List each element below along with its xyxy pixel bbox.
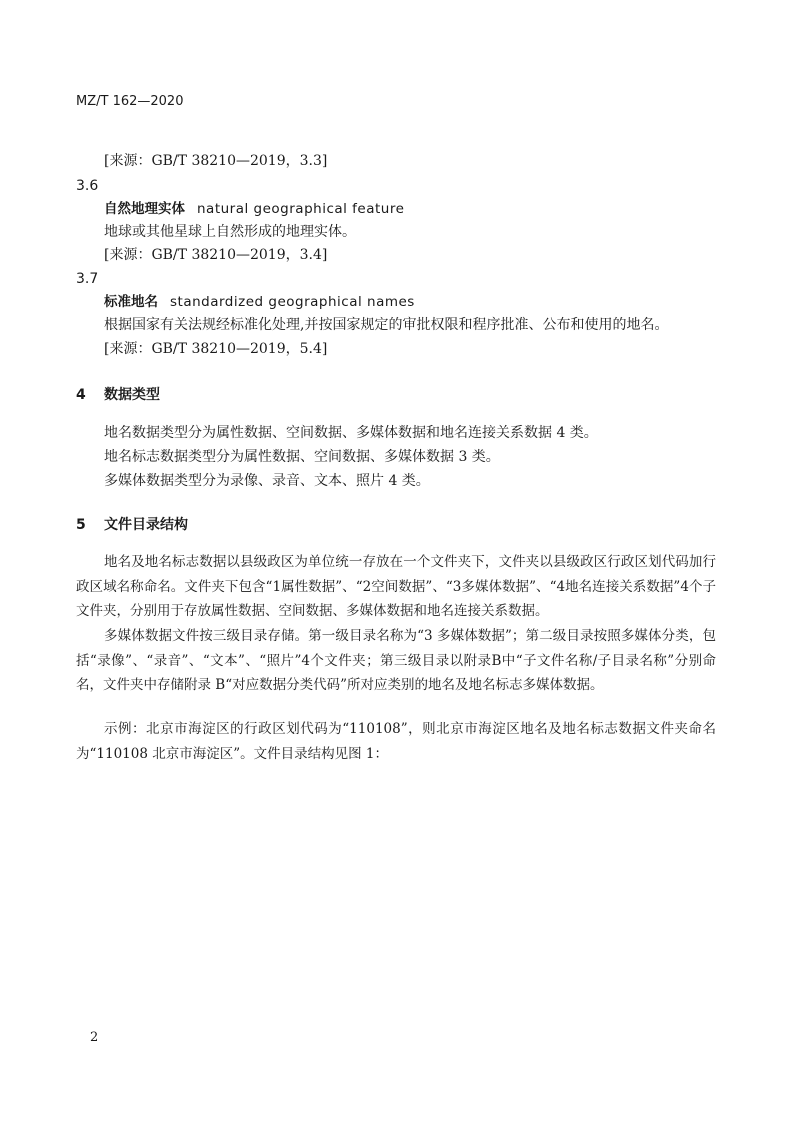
term-number: 3.6 [76, 178, 99, 194]
source-reference: [来源：GB/T 38210—2019，3.3] [104, 153, 328, 169]
term-english: standardized geographical names [170, 294, 415, 310]
term-number: 3.7 [76, 271, 99, 287]
term-heading [104, 198, 404, 220]
section-number: 5 [76, 517, 86, 533]
section-title: 数据类型 [104, 387, 160, 403]
term-chinese: 自然地理实体 [104, 201, 185, 217]
section-number: 4 [76, 387, 86, 403]
body-line: 地名数据类型分为属性数据、空间数据、多媒体数据和地名连接关系数据 4 类。 [104, 425, 598, 441]
section-heading [76, 514, 188, 536]
section-heading [76, 384, 160, 406]
body-paragraph: 地名及地名标志数据以县级政区为单位统一存放在一个文件夹下，文件夹以县级政区行政区划代码加行政区域名称命名。文件夹下包含“1属性数据”、“2空间数据”、“3多媒体数据”、“4地名连接关系数据”4个子文件夹，分别用于存放属性数据、空间数据、多媒体数据和地名连接关系数据。 [76, 554, 716, 620]
source-reference: [来源：GB/T 38210—2019，5.4] [104, 341, 328, 357]
section-title: 文件目录结构 [104, 517, 188, 533]
body-paragraph: 多媒体数据文件按三级目录存储。第一级目录名称为“3 多媒体数据”；第二级目录按照多媒体分类，包括“录像”、“录音”、“文本”、“照片”4个文件夹；第三级目录以附录B中“子文件名称/子目录名称”分别命名，文件夹中存储附录 B“对应数据分类代码”所对应类别的地名及地名标志多媒体数据。 [76, 628, 716, 694]
term-english: natural geographical feature [197, 201, 405, 217]
body-paragraph: 示例：北京市海淀区的行政区划代码为“110108”，则北京市海淀区地名及地名标志数据文件夹命名为“110108 北京市海淀区”。文件目录结构见图 1： [76, 721, 716, 762]
standard-code-header: MZ/T 162—2020 [76, 94, 184, 109]
term-definition: 地球或其他星球上自然形成的地理实体。 [104, 224, 356, 240]
term-definition: 根据国家有关法规经标准化处理,并按国家规定的审批权限和程序批准、公布和使用的地名。 [104, 317, 669, 333]
page-number: 2 [90, 1030, 99, 1045]
body-line: 地名标志数据类型分为属性数据、空间数据、多媒体数据 3 类。 [104, 449, 500, 465]
term-chinese: 标准地名 [104, 294, 158, 310]
term-heading [104, 291, 415, 313]
source-reference: [来源：GB/T 38210—2019，3.4] [104, 247, 328, 263]
body-line: 多媒体数据类型分为录像、录音、文本、照片 4 类。 [104, 473, 430, 489]
